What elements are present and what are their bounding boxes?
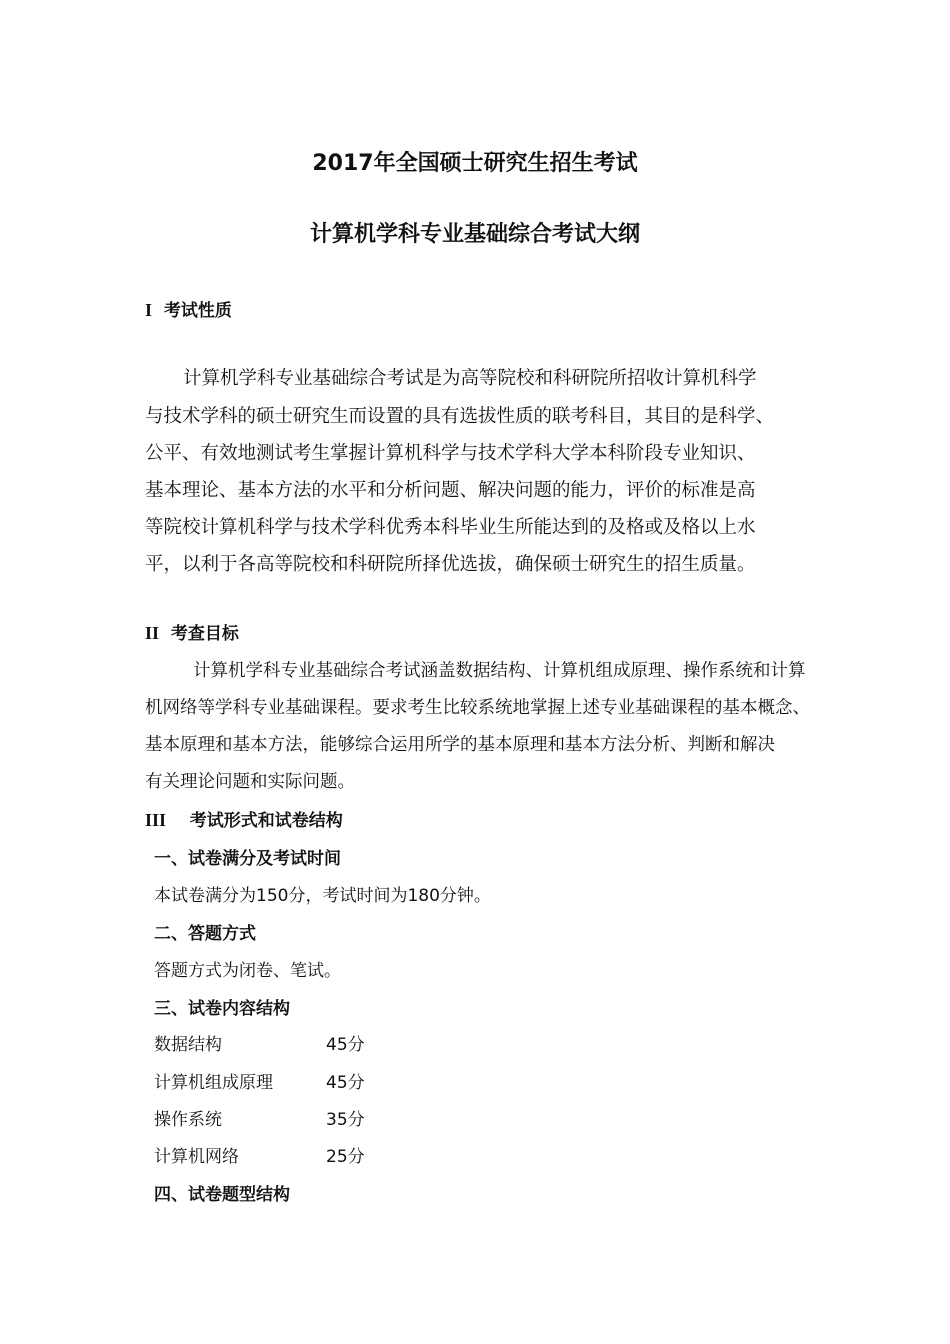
document-title-line2: 计算机学科专业基础综合考试大纲 (309, 222, 640, 247)
section1-line-2: 与技术学科的硕士研究生而设置的具有选拔性质的联考科目，其目的是科学、 (145, 406, 775, 427)
content-row-subject: 计算机组成原理 (154, 1073, 273, 1093)
section3-sub2-text: 答题方式为闭卷、笔试。 (154, 961, 341, 981)
content-row-score: 45分 (326, 1073, 365, 1093)
section3-title: 考试形式和试卷结构 (189, 811, 343, 831)
section2-line-3: 基本原理和基本方法，能够综合运用所学的基本原理和基本方法分析、判断和解决 (145, 735, 775, 755)
section2-number: II (145, 623, 160, 643)
section2-heading (145, 619, 239, 644)
section1-title: 考试性质 (163, 301, 232, 321)
section3-sub4-title: 四、试卷题型结构 (154, 1185, 290, 1205)
section1-line-4: 基本理论、基本方法的水平和分析问题、解决问题的能力，评价的标准是高 (145, 480, 756, 501)
content-row-subject: 操作系统 (154, 1110, 222, 1130)
section1-line-6: 平，以利于各高等院校和科研院所择优选拔，确保硕士研究生的招生质量。 (145, 554, 756, 575)
content-row-subject: 计算机网络 (154, 1147, 239, 1167)
section3-heading (145, 806, 343, 831)
document-title-line1: 2017年全国硕士研究生招生考试 (312, 151, 638, 176)
section3-sub2-title: 二、答题方式 (154, 924, 256, 944)
section1-heading (145, 296, 232, 321)
content-row-subject: 数据结构 (154, 1035, 222, 1055)
section2-line-2: 机网络等学科专业基础课程。要求考生比较系统地掌握上述专业基础课程的基本概念、 (145, 698, 810, 718)
content-row-score: 45分 (326, 1035, 365, 1055)
content-row-score: 25分 (326, 1147, 365, 1167)
section1-line-1: 计算机学科专业基础综合考试是为高等院校和科研院所招收计算机科学 (183, 368, 757, 389)
content-row-score: 35分 (326, 1110, 365, 1130)
section2-line-4: 有关理论问题和实际问题。 (145, 772, 355, 792)
section2-title: 考查目标 (170, 624, 239, 644)
section2-line-1: 计算机学科专业基础综合考试涵盖数据结构、计算机组成原理、操作系统和计算 (193, 661, 806, 681)
section3-sub3-title: 三、试卷内容结构 (154, 999, 290, 1019)
section1-line-3: 公平、有效地测试考生掌握计算机科学与技术学科大学本科阶段专业知识、 (145, 443, 756, 464)
section1-number: I (145, 300, 153, 320)
section3-sub1-text: 本试卷满分为150分，考试时间为180分钟。 (154, 886, 491, 906)
section3-number: III (145, 810, 167, 830)
section1-line-5: 等院校计算机科学与技术学科优秀本科毕业生所能达到的及格或及格以上水 (145, 517, 756, 538)
section3-sub1-title: 一、试卷满分及考试时间 (154, 849, 341, 869)
